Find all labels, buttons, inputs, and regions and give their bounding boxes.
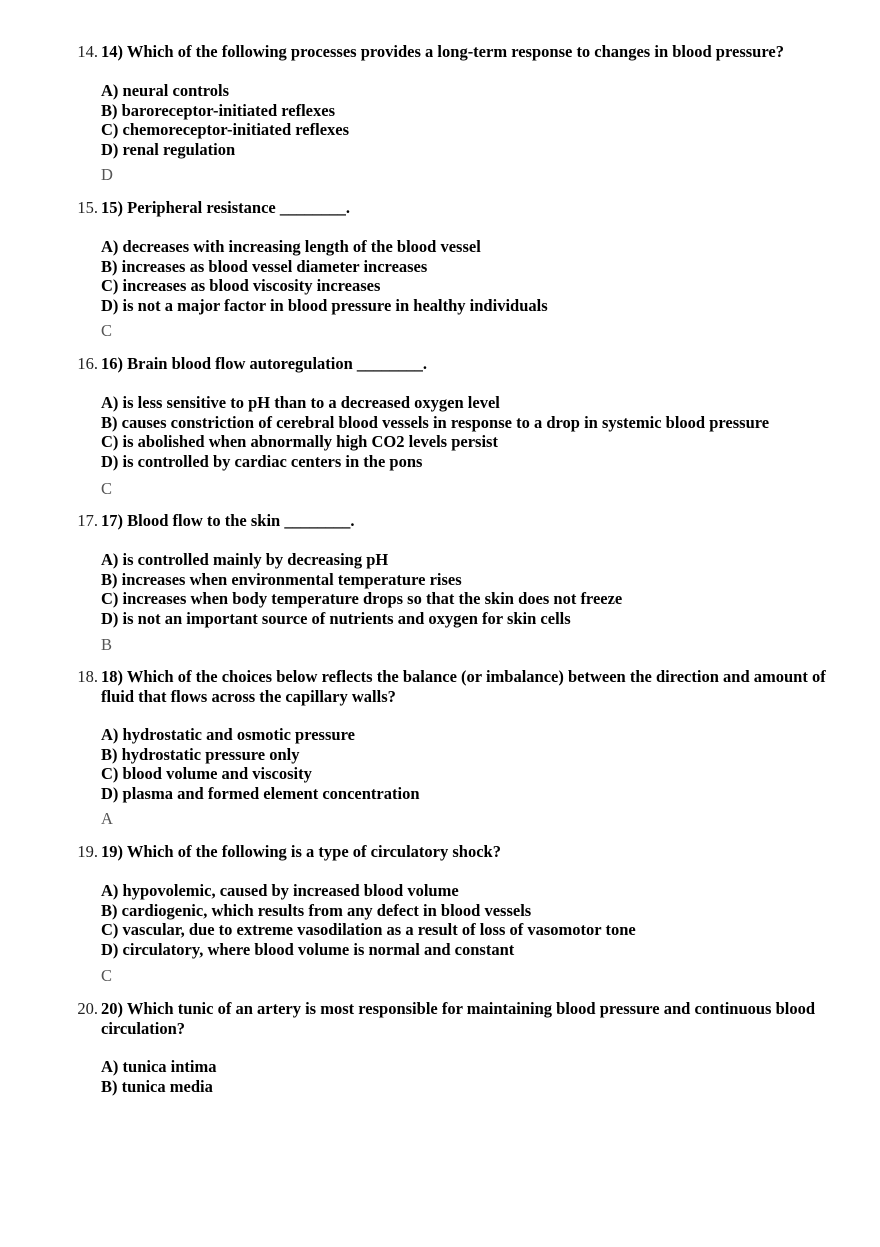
option-b: B) increases when environmental temperature rises bbox=[101, 569, 462, 589]
option-c: C) is abolished when abnormally high CO2 levels persist bbox=[101, 432, 498, 451]
option-c: C) increases as blood viscosity increases bbox=[101, 276, 381, 295]
option-d: D) is not a major factor in blood pressure in healthy individuals bbox=[101, 295, 548, 315]
question-number: 17. bbox=[77, 511, 98, 530]
option-b: B) tunica media bbox=[101, 1076, 213, 1096]
answer: C bbox=[101, 321, 113, 340]
question-text: 19) Which of the following is a type of circulatory shock? bbox=[101, 842, 501, 861]
option-list bbox=[101, 725, 831, 803]
question-text: 18) Which of the choices below reflects the balance (or imbalance) between the direction and amount of fluid that flows across the capillary walls? bbox=[101, 667, 826, 706]
answer: D bbox=[101, 165, 113, 184]
option-d: D) circulatory, where blood volume is normal and constant bbox=[101, 939, 515, 959]
question-text: 20) Which tunic of an artery is most responsible for maintaining blood pressure and continuous blood circulation? bbox=[101, 999, 816, 1038]
answer: C bbox=[101, 966, 113, 985]
option-list bbox=[101, 393, 831, 471]
option-list bbox=[101, 237, 831, 315]
option-c: C) vascular, due to extreme vasodilation as a result of loss of vasomotor tone bbox=[101, 920, 636, 939]
question-number: 15. bbox=[77, 198, 98, 217]
option-c: C) chemoreceptor-initiated reflexes bbox=[101, 120, 350, 139]
option-b: B) hydrostatic pressure only bbox=[101, 744, 300, 764]
option-b: B) causes constriction of cerebral blood vessels in response to a drop in systemic blood pressure bbox=[101, 412, 770, 432]
option-c: C) increases when body temperature drops so that the skin does not freeze bbox=[101, 589, 623, 608]
answer: C bbox=[101, 479, 113, 498]
question-number: 14. bbox=[77, 42, 98, 61]
option-a: A) is less sensitive to pH than to a decreased oxygen level bbox=[101, 393, 500, 412]
question-text: 15) Peripheral resistance ________. bbox=[101, 198, 350, 217]
option-a: A) decreases with increasing length of the blood vessel bbox=[101, 237, 481, 256]
question-text: 14) Which of the following processes provides a long-term response to changes in blood pressure? bbox=[101, 42, 784, 61]
option-list bbox=[101, 881, 831, 959]
option-b: B) cardiogenic, which results from any defect in blood vessels bbox=[101, 900, 532, 920]
option-b: B) baroreceptor-initiated reflexes bbox=[101, 100, 335, 120]
answer: B bbox=[101, 635, 113, 654]
question-number: 19. bbox=[77, 842, 98, 861]
question-text: 17) Blood flow to the skin ________. bbox=[101, 511, 355, 530]
question-number: 18. bbox=[77, 667, 98, 686]
option-a: A) hydrostatic and osmotic pressure bbox=[101, 725, 355, 744]
option-a: A) hypovolemic, caused by increased blood volume bbox=[101, 881, 459, 900]
option-list bbox=[101, 1057, 831, 1096]
question-number: 16. bbox=[77, 354, 98, 373]
option-d: D) renal regulation bbox=[101, 139, 236, 159]
option-list bbox=[101, 81, 831, 159]
option-list bbox=[101, 550, 831, 628]
question-number: 20. bbox=[77, 999, 98, 1018]
answer: A bbox=[101, 809, 113, 828]
option-c: C) blood volume and viscosity bbox=[101, 764, 312, 783]
option-d: D) is not an important source of nutrients and oxygen for skin cells bbox=[101, 608, 571, 628]
option-a: A) neural controls bbox=[101, 81, 230, 100]
option-d: D) plasma and formed element concentration bbox=[101, 783, 420, 803]
option-a: A) tunica intima bbox=[101, 1057, 217, 1076]
option-d: D) is controlled by cardiac centers in the pons bbox=[101, 451, 423, 471]
question-text: 16) Brain blood flow autoregulation ________. bbox=[101, 354, 428, 373]
option-a: A) is controlled mainly by decreasing pH bbox=[101, 550, 389, 569]
option-b: B) increases as blood vessel diameter increases bbox=[101, 256, 428, 276]
